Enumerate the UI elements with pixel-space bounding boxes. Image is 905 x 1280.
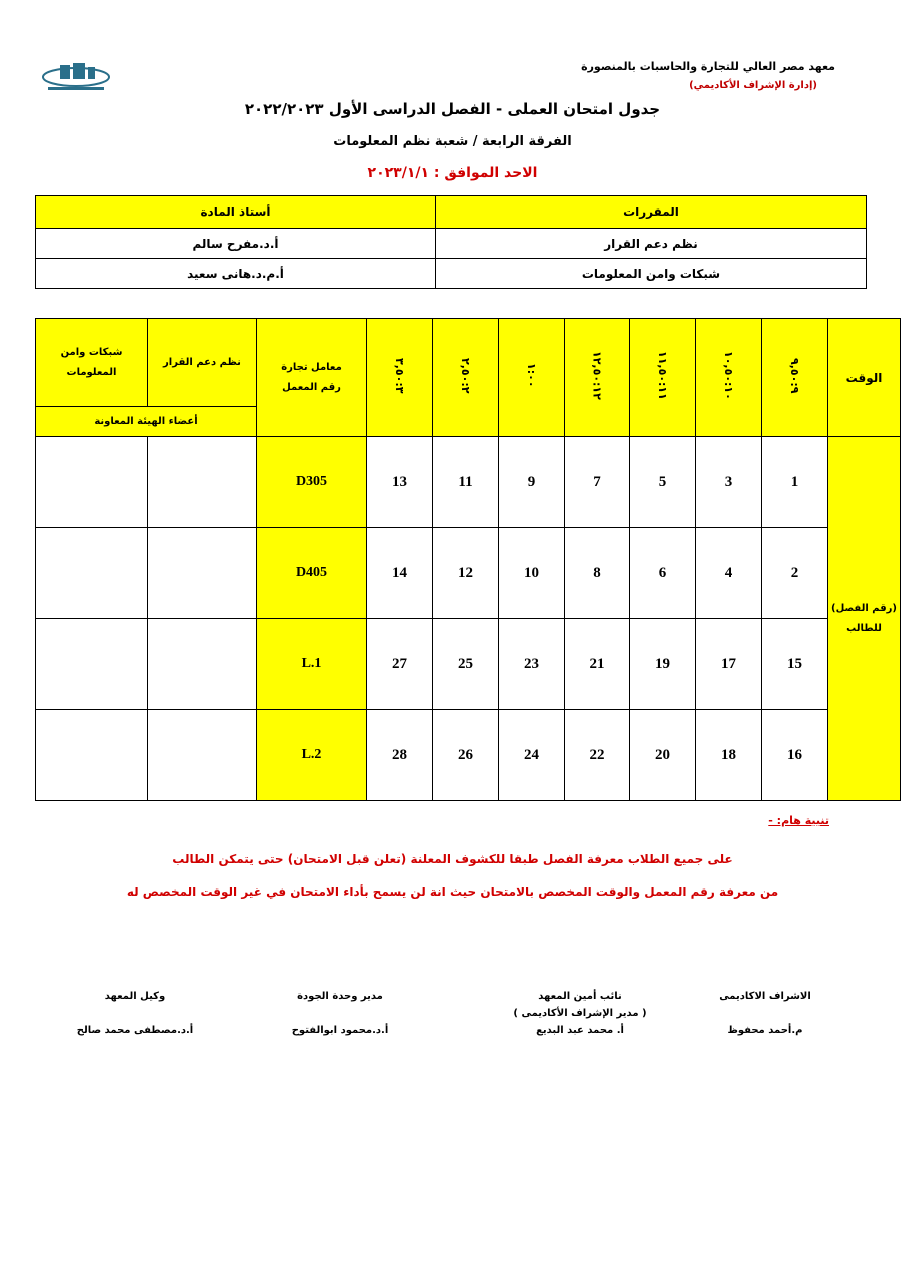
staff-cell [36, 528, 148, 619]
class-cell: 12 [433, 528, 499, 619]
class-cell: 11 [433, 437, 499, 528]
class-cell: 23 [499, 619, 565, 710]
notice-title: تنبية هام: - [768, 814, 829, 827]
staff-cell [148, 710, 257, 801]
time-slot-header: ١:٠٠ [499, 319, 565, 437]
class-cell: 8 [565, 528, 630, 619]
page-title: جدول امتحان العملى - الفصل الدراسى الأول ٢٠٢٢/٢٠٢٣ [244, 100, 661, 118]
signature-role: مدير وحدة الجودة [297, 991, 383, 1002]
signature-role-sub [695, 1005, 835, 1022]
schedule-table [35, 318, 901, 801]
class-cell: 25 [433, 619, 499, 710]
notice-line: على جميع الطلاب معرفة الفصل طبقا للكشوف المعلنة (تعلن قبل الامتحان) حتى يتمكن الطالب [172, 852, 733, 866]
signature-block [500, 988, 660, 1039]
signature-role-sub [60, 1005, 210, 1022]
signature-role-sub [270, 1005, 410, 1022]
course-teacher: أ.د.مفرح سالم [36, 229, 436, 259]
class-cell: 19 [630, 619, 696, 710]
class-cell: 7 [565, 437, 630, 528]
signature-name: م.أحمد محفوظ [727, 1025, 803, 1036]
signature-block [695, 988, 835, 1039]
signature-role: وكيل المعهد [104, 991, 166, 1002]
class-cell: 17 [696, 619, 762, 710]
course-name: نظم دعم القرار [436, 229, 867, 259]
time-slot-header: ١٠,٥٠:١٠ [696, 319, 762, 437]
department-name: (إدارة الإشراف الأكاديمي) [689, 80, 817, 91]
page-subtitle: الفرقة الرابعة / شعبة نظم المعلومات [333, 134, 572, 149]
class-cell: 13 [367, 437, 433, 528]
signature-block [60, 988, 210, 1039]
staff-cell [148, 619, 257, 710]
course-teacher: أ.م.د.هانى سعيد [36, 259, 436, 289]
row-label [828, 437, 901, 801]
table-row [36, 619, 901, 710]
staff-cell [36, 619, 148, 710]
class-cell: 16 [762, 710, 828, 801]
staff-header: أعضاء الهيئة المعاونة [36, 407, 257, 437]
table-row [36, 710, 901, 801]
signature-role: الاشراف الاكاديمى [719, 991, 811, 1002]
time-header: الوقت [828, 319, 901, 437]
class-cell: 26 [433, 710, 499, 801]
signature-name: أ.د.مصطفى محمد صالح [76, 1025, 194, 1036]
class-cell: 27 [367, 619, 433, 710]
time-slot-header: ١١,٥٠:١١ [630, 319, 696, 437]
course-row [36, 259, 867, 289]
courses-header-row [36, 196, 867, 229]
staff-cell [148, 437, 257, 528]
class-cell: 4 [696, 528, 762, 619]
class-cell: 5 [630, 437, 696, 528]
course-col-header: نظم دعم القرار [148, 319, 257, 407]
lab-cell: D405 [257, 528, 367, 619]
time-slot-header: ٩,٥٠:٩ [762, 319, 828, 437]
class-cell: 9 [499, 437, 565, 528]
lab-cell: L.1 [257, 619, 367, 710]
class-cell: 15 [762, 619, 828, 710]
signature-name: أ.د.محمود ابوالفتوح [291, 1025, 389, 1036]
courses-table [35, 195, 867, 289]
course-name: شبكات وامن المعلومات [436, 259, 867, 289]
class-cell: 2 [762, 528, 828, 619]
notice-line: من معرفة رقم المعمل والوقت المخصص بالامتحان حيث انة لن يسمح بأداء الامتحان في غير الوقت المخصص له [126, 885, 779, 899]
signature-block [270, 988, 410, 1039]
signature-role-sub: ( مدير الإشراف الأكاديمى ) [513, 1008, 647, 1019]
class-cell: 3 [696, 437, 762, 528]
class-cell: 24 [499, 710, 565, 801]
row-label-line2: للطالب [846, 622, 882, 634]
course-row [36, 229, 867, 259]
lab-cell: D305 [257, 437, 367, 528]
institute-name: معهد مصر العالي للتجارة والحاسبات بالمنصورة [581, 60, 835, 73]
institute-logo-icon [40, 60, 112, 94]
class-cell: 28 [367, 710, 433, 801]
teacher-column-header: أستاذ المادة [36, 196, 436, 229]
lab-header [257, 319, 367, 437]
class-cell: 21 [565, 619, 630, 710]
exam-date: الاحد الموافق : ٢٠٢٣/١/١ [367, 165, 538, 181]
class-cell: 20 [630, 710, 696, 801]
class-cell: 1 [762, 437, 828, 528]
schedule-header-row [36, 319, 901, 407]
table-row [36, 437, 901, 528]
lab-header-line1: معامل تجارة [281, 361, 342, 373]
row-label-line1: (رقم الفصل) [831, 602, 897, 614]
staff-cell [36, 710, 148, 801]
class-cell: 18 [696, 710, 762, 801]
class-cell: 14 [367, 528, 433, 619]
time-slot-header: ١٢,٥٠:١٢ [565, 319, 630, 437]
signature-role: نائب أمين المعهد [538, 991, 622, 1002]
class-cell: 22 [565, 710, 630, 801]
lab-cell: L.2 [257, 710, 367, 801]
course-column-header: المقررات [436, 196, 867, 229]
table-row [36, 528, 901, 619]
class-cell: 10 [499, 528, 565, 619]
staff-cell [36, 437, 148, 528]
course-col-header: شبكات وامن المعلومات [36, 319, 148, 407]
time-slot-header: ٢,٥٠:٢ [433, 319, 499, 437]
signature-name: أ. محمد عبد البديع [536, 1025, 624, 1036]
class-cell: 6 [630, 528, 696, 619]
staff-cell [148, 528, 257, 619]
lab-header-line2: رقم المعمل [282, 381, 341, 393]
time-slot-header: ٣,٥٠:٣ [367, 319, 433, 437]
